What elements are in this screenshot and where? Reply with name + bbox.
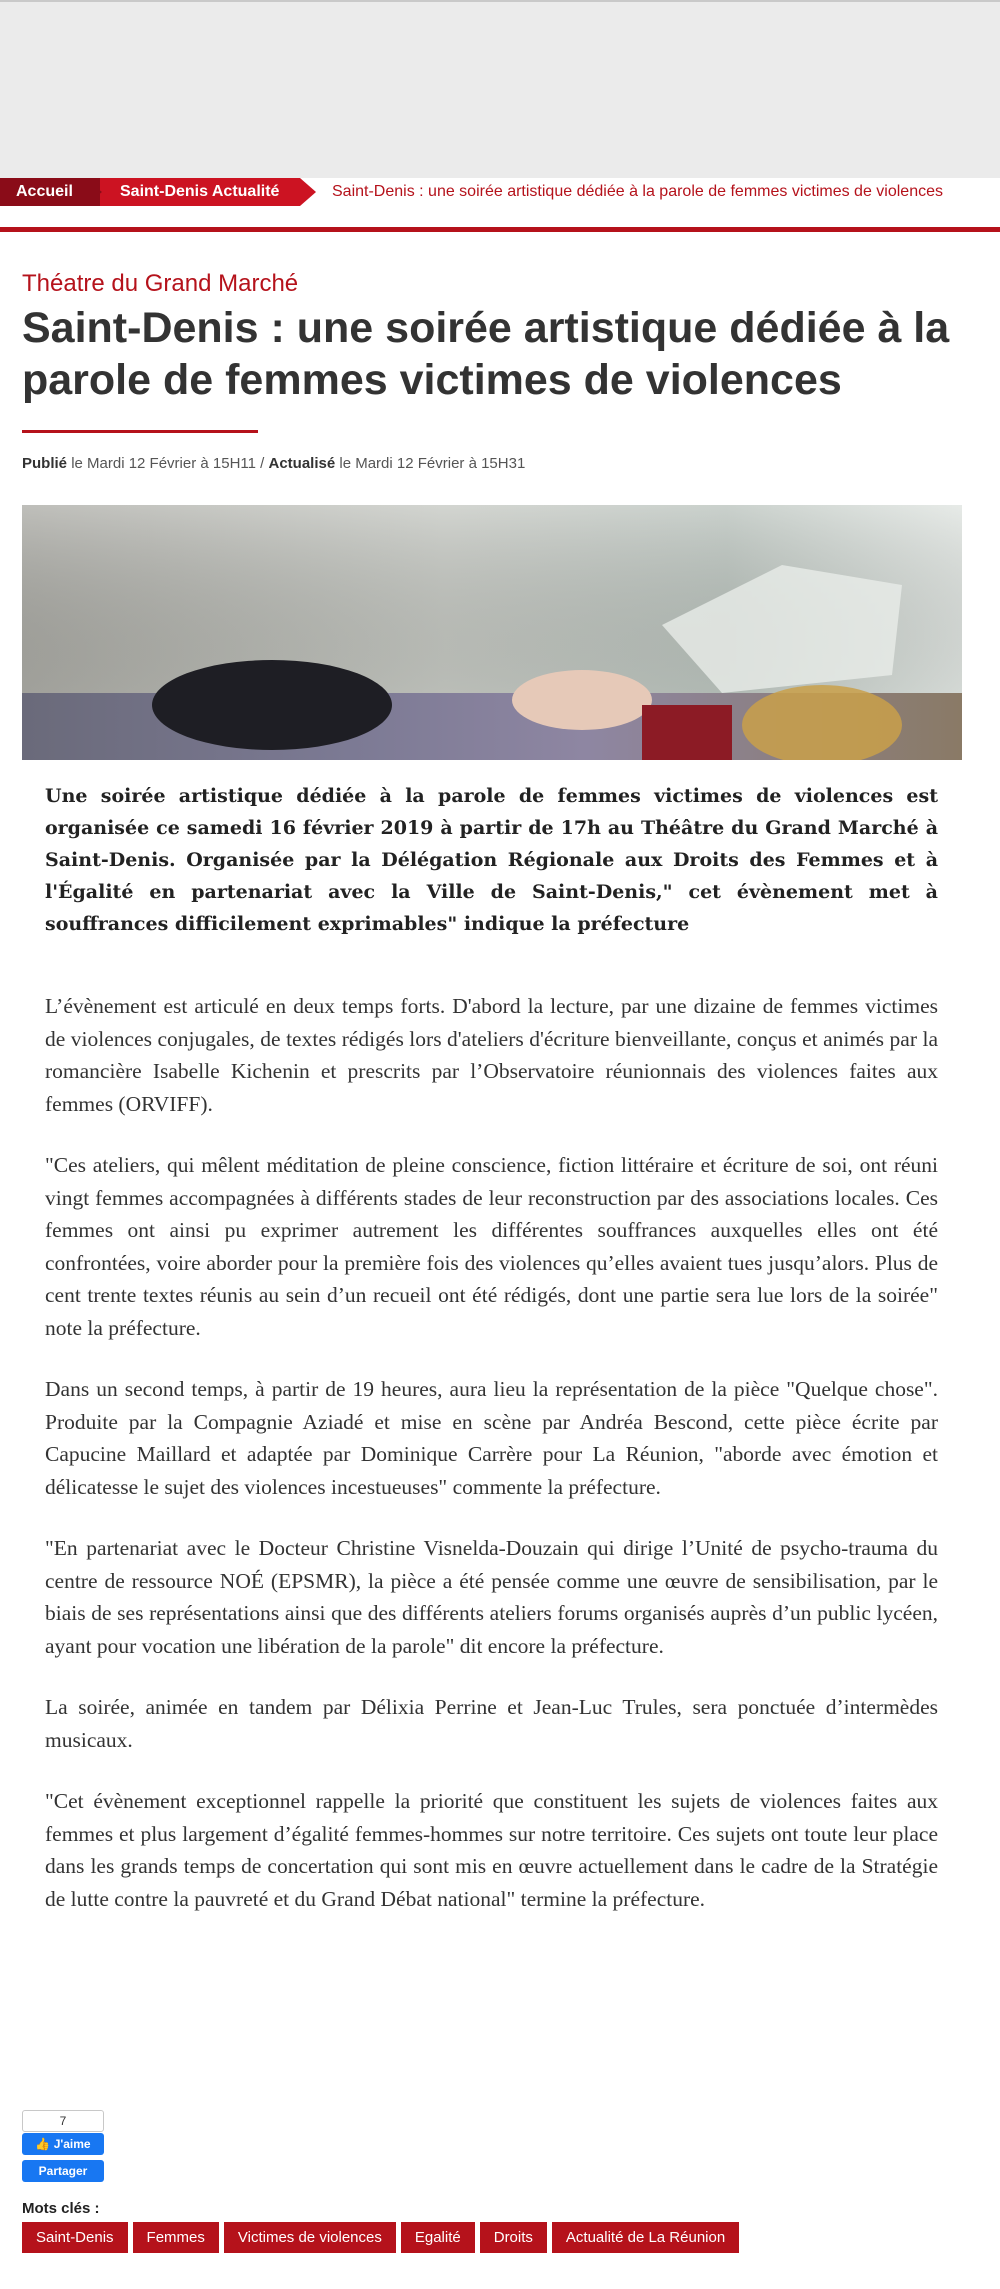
- updated-label: Actualisé: [268, 455, 336, 472]
- published-label: Publié: [22, 455, 68, 472]
- breadcrumb-separator-icon: [84, 178, 102, 206]
- tag-link[interactable]: Victimes de violences: [224, 2222, 396, 2253]
- tag-list: [22, 2222, 739, 2254]
- article-meta: [22, 455, 525, 472]
- facebook-widget: [22, 2110, 104, 2182]
- breadcrumb-home-link[interactable]: Accueil: [0, 178, 104, 206]
- article-paragraph: "Cet évènement exceptionnel rappelle la priorité que constituent les sujets de violences faites aux femmes et plus largement d’égalité femmes-hommes sur notre territoire. Ces sujets ont toute leur place dans les grands temps de concertation qui sont mis en œuvre actuellement dans le cadre de la Stratégie de lutte contre la pauvreté et du Grand Débat national" termine la préfecture.: [45, 1789, 938, 1911]
- updated-date: le Mardi 12 Février à 15H31: [339, 455, 526, 472]
- breadcrumb-separator-icon: [300, 178, 316, 206]
- article-paragraph: La soirée, animée en tandem par Délixia Perrine et Jean-Luc Trules, sera ponctuée d’intermèdes musicaux.: [45, 1695, 938, 1752]
- article-kicker: Théatre du Grand Marché: [22, 270, 299, 297]
- ad-banner-area: [0, 0, 1000, 178]
- like-button-label: J'aime: [53, 2137, 91, 2151]
- article-lead: Une soirée artistique dédiée à la parole de femmes victimes de violences est organisée ce samedi 16 février 2019 à partir de 17h au Théâtre du Grand Marché à Saint-Denis. Organisée par la Délégation Régionale aux Droits des Femmes et à l'Égalité en partenariat avec la Ville de Saint-Denis," cet évènement met à souffrances difficilement exprimables" indique la préfecture: [45, 785, 938, 935]
- article-title: Saint-Denis : une soirée artistique dédiée à la parole de femmes victimes de violences: [22, 304, 950, 404]
- thumbs-up-icon: 👍: [35, 2137, 51, 2151]
- tag-link[interactable]: Actualité de La Réunion: [552, 2222, 739, 2253]
- like-button[interactable]: [22, 2133, 104, 2155]
- share-button[interactable]: Partager: [22, 2160, 104, 2182]
- article-paragraph: "Ces ateliers, qui mêlent méditation de pleine conscience, fiction littéraire et écriture de soi, ont réuni vingt femmes accompagnées à différents stades de leur reconstruction par des associations locales. Ces femmes ont ainsi pu exprimer autrement les différentes souffrances auxquelles elles ont été confrontées, voire aborder pour la première fois des violences qu’elles avaient tues jusqu’alors. Plus de cent trente textes réunis au sein d’un recueil ont été rédigés, dont une partie sera lue lors de la soirée" note la préfecture.: [45, 1153, 938, 1340]
- breadcrumb: [0, 178, 1000, 206]
- like-count: 7: [22, 2110, 104, 2132]
- article-paragraph: "En partenariat avec le Docteur Christine Visnelda-Douzain qui dirige l’Unité de psycho-trauma du centre de ressource NOÉ (EPSMR), la pièce a été pensée comme une œuvre de sensibilisation, par le biais de ses représentations ainsi que des différents ateliers forums organisés auprès d’un public lycéen, ayant pour vocation une libération de la parole" dit encore la préfecture.: [45, 1536, 938, 1658]
- title-underline: [22, 430, 258, 433]
- published-date: le Mardi 12 Février à 15H11 /: [71, 455, 265, 472]
- tag-link[interactable]: Saint-Denis: [22, 2222, 128, 2253]
- tag-link[interactable]: Femmes: [133, 2222, 219, 2253]
- article-paragraph: L’évènement est articulé en deux temps forts. D'abord la lecture, par une dizaine de femmes victimes de violences conjugales, de textes rédigés lors d'ateliers d'écriture bienveillante, conçus et animés par la romancière Isabelle Kichenin et prescrits par l’Observatoire réunionnais des violences faites aux femmes (ORVIFF).: [45, 994, 938, 1116]
- article-body: [45, 990, 938, 1944]
- header-divider: [0, 227, 1000, 232]
- tag-link[interactable]: Egalité: [401, 2222, 475, 2253]
- article-hero-image: [22, 505, 962, 760]
- article-paragraph: Dans un second temps, à partir de 19 heures, aura lieu la représentation de la pièce "Quelque chose". Produite par la Compagnie Aziadé et mise en scène par Andréa Bescond, cette pièce écrite par Capucine Maillard et adaptée par Dominique Carrère pour La Réunion, "aborde avec émotion et délicatesse le sujet des violences incestueuses" commente la préfecture.: [45, 1377, 938, 1499]
- tag-link[interactable]: Droits: [480, 2222, 547, 2253]
- tags-label: Mots clés :: [22, 2200, 100, 2217]
- breadcrumb-section-link[interactable]: Saint-Denis Actualité: [100, 178, 300, 206]
- hero-photo: [22, 505, 962, 760]
- breadcrumb-current: Saint-Denis : une soirée artistique dédiée à la parole de femmes victimes de violences: [332, 183, 943, 200]
